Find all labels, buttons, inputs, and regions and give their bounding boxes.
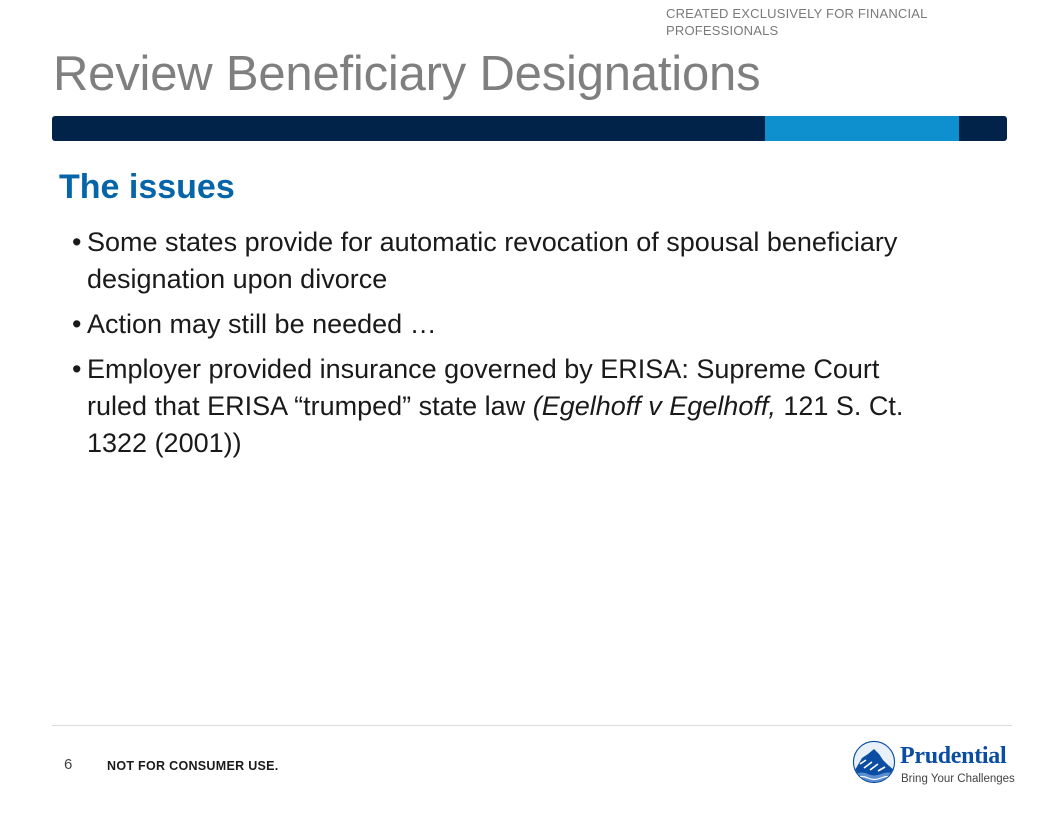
title-divider-bar	[52, 116, 1007, 141]
divider-accent-segment	[765, 116, 959, 141]
bullet-text: Action may still be needed …	[87, 309, 437, 339]
bullet-item	[72, 306, 932, 343]
bullet-text-plain: Employer provided insurance governed by ERISA: Supreme Court ruled that ERISA “trumped” state law	[87, 354, 880, 421]
rock-of-gibraltar-icon	[852, 740, 896, 784]
disclaimer-text: CREATED EXCLUSIVELY FOR FINANCIAL PROFESSIONALS	[666, 6, 928, 38]
page-number: 6	[64, 756, 73, 773]
bullet-list	[72, 224, 932, 470]
footer-note: NOT FOR CONSUMER USE.	[107, 759, 279, 773]
logo-wordmark: Prudential	[900, 743, 1007, 769]
bullet-marker: •	[72, 354, 82, 384]
case-citation: (Egelhoff v Egelhoff,	[532, 391, 776, 421]
footer-divider	[52, 725, 1012, 726]
bullet-text	[87, 351, 932, 462]
logo-tagline: Bring Your Challenges	[901, 773, 1015, 785]
prudential-logo	[852, 739, 1017, 794]
bullet-text-plain: 121 S. Ct. 1322 (2001))	[87, 391, 904, 458]
section-subtitle: The issues	[59, 168, 235, 206]
slide-title: Review Beneficiary Designations	[53, 47, 761, 101]
bullet-marker: •	[72, 309, 82, 339]
bullet-item	[72, 351, 932, 462]
bullet-item	[72, 224, 932, 298]
bullet-marker: •	[72, 227, 82, 257]
bullet-text: Some states provide for automatic revocation of spousal beneficiary designation upon divorce	[87, 227, 898, 294]
